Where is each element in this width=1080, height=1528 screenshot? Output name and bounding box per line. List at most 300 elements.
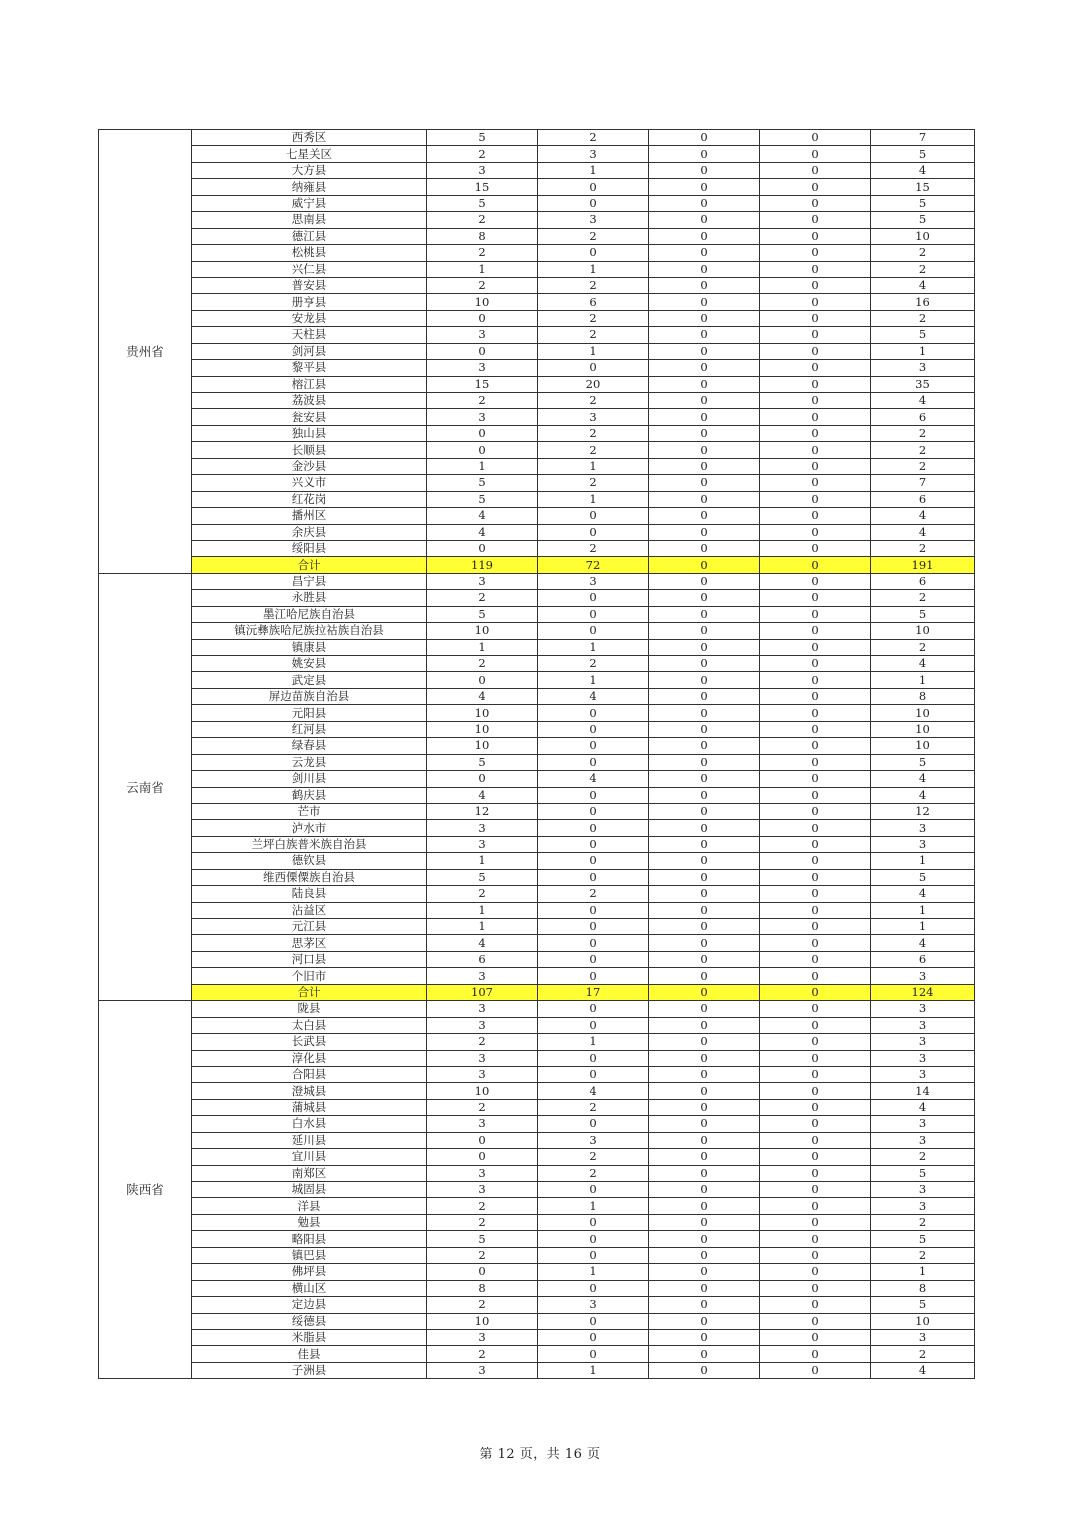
- total-label-cell: 合计: [192, 557, 427, 573]
- table-row: [99, 228, 975, 244]
- value-cell: 2: [427, 1297, 538, 1313]
- value-cell: 3: [427, 1165, 538, 1181]
- county-cell: 德钦县: [192, 853, 427, 869]
- value-cell: 7: [871, 475, 975, 491]
- county-cell: 定边县: [192, 1297, 427, 1313]
- table-row: [99, 261, 975, 277]
- value-cell: 0: [649, 919, 760, 935]
- county-cell: 镇巴县: [192, 1247, 427, 1263]
- value-cell: 7: [871, 130, 975, 146]
- county-cell: 佳县: [192, 1346, 427, 1362]
- value-cell: 0: [760, 1034, 871, 1050]
- value-cell: 0: [427, 672, 538, 688]
- value-cell: 4: [427, 787, 538, 803]
- value-cell: 0: [649, 1149, 760, 1165]
- table-row: [99, 294, 975, 310]
- value-cell: 0: [649, 738, 760, 754]
- county-cell: 金沙县: [192, 458, 427, 474]
- value-cell: 2: [871, 540, 975, 556]
- value-cell: 0: [760, 1329, 871, 1345]
- value-cell: 0: [538, 754, 649, 770]
- value-cell: 2: [538, 886, 649, 902]
- table-row: [99, 1198, 975, 1214]
- county-cell: 绿春县: [192, 738, 427, 754]
- value-cell: 0: [760, 820, 871, 836]
- value-cell: 4: [871, 1099, 975, 1115]
- table-row: [99, 245, 975, 261]
- value-cell: 0: [760, 179, 871, 195]
- county-cell: 武定县: [192, 672, 427, 688]
- value-cell: 0: [760, 1313, 871, 1329]
- value-cell: 0: [760, 228, 871, 244]
- table-row: [99, 951, 975, 967]
- value-cell: 0: [649, 1034, 760, 1050]
- value-cell: 0: [649, 573, 760, 589]
- value-cell: 2: [871, 639, 975, 655]
- county-cell: 米脂县: [192, 1329, 427, 1345]
- value-cell: 0: [760, 590, 871, 606]
- value-cell: 0: [760, 1231, 871, 1247]
- county-cell: 横山区: [192, 1280, 427, 1296]
- value-cell: 2: [427, 590, 538, 606]
- county-cell: 七星关区: [192, 146, 427, 162]
- value-cell: 0: [538, 623, 649, 639]
- value-cell: 0: [760, 1116, 871, 1132]
- value-cell: 3: [427, 1116, 538, 1132]
- value-cell: 0: [760, 1346, 871, 1362]
- value-cell: 5: [871, 212, 975, 228]
- value-cell: 2: [538, 277, 649, 293]
- value-cell: 0: [538, 1116, 649, 1132]
- county-cell: 太白县: [192, 1017, 427, 1033]
- value-cell: 3: [871, 360, 975, 376]
- table-row: [99, 146, 975, 162]
- value-cell: 3: [427, 327, 538, 343]
- county-cell: 播州区: [192, 508, 427, 524]
- value-cell: 0: [760, 1083, 871, 1099]
- value-cell: 0: [760, 886, 871, 902]
- value-cell: 3: [427, 1066, 538, 1082]
- value-cell: 6: [871, 951, 975, 967]
- value-cell: 2: [427, 1198, 538, 1214]
- table-row: [99, 162, 975, 178]
- county-cell: 勉县: [192, 1214, 427, 1230]
- value-cell: 8: [427, 1280, 538, 1296]
- value-cell: 2: [538, 1149, 649, 1165]
- value-cell: 0: [538, 902, 649, 918]
- value-cell: 0: [760, 409, 871, 425]
- value-cell: 0: [427, 771, 538, 787]
- county-cell: 长武县: [192, 1034, 427, 1050]
- value-cell: 0: [649, 1214, 760, 1230]
- value-cell: 10: [427, 721, 538, 737]
- county-cell: 昌宁县: [192, 573, 427, 589]
- value-cell: 3: [427, 1050, 538, 1066]
- value-cell: 3: [538, 1297, 649, 1313]
- table-row: [99, 738, 975, 754]
- value-cell: 0: [649, 425, 760, 441]
- value-cell: 5: [427, 606, 538, 622]
- value-cell: 2: [427, 146, 538, 162]
- value-cell: 3: [427, 360, 538, 376]
- value-cell: 0: [538, 606, 649, 622]
- table-row: [99, 475, 975, 491]
- table-row: [99, 886, 975, 902]
- value-cell: 0: [649, 836, 760, 852]
- county-cell: 鹤庆县: [192, 787, 427, 803]
- value-cell: 12: [871, 803, 975, 819]
- value-cell: 3: [427, 820, 538, 836]
- value-cell: 10: [871, 228, 975, 244]
- value-cell: 0: [538, 803, 649, 819]
- value-cell: 0: [760, 475, 871, 491]
- table-row: [99, 1083, 975, 1099]
- value-cell: 4: [871, 935, 975, 951]
- value-cell: 2: [427, 245, 538, 261]
- table-row: [99, 606, 975, 622]
- value-cell: 0: [649, 458, 760, 474]
- value-cell: 0: [649, 491, 760, 507]
- value-cell: 0: [649, 803, 760, 819]
- value-cell: 0: [760, 738, 871, 754]
- value-cell: 0: [649, 1198, 760, 1214]
- province-cell: 云南省: [99, 573, 192, 1000]
- table-row: [99, 623, 975, 639]
- county-cell: 兰坪白族普米族自治县: [192, 836, 427, 852]
- total-row: [99, 984, 975, 1000]
- value-cell: 5: [427, 869, 538, 885]
- value-cell: 10: [427, 738, 538, 754]
- county-cell: 绥德县: [192, 1313, 427, 1329]
- county-cell: 镇沅彝族哈尼族拉祜族自治县: [192, 623, 427, 639]
- value-cell: 10: [871, 738, 975, 754]
- value-cell: 1: [871, 343, 975, 359]
- table-row: [99, 1313, 975, 1329]
- value-cell: 0: [760, 705, 871, 721]
- value-cell: 0: [649, 820, 760, 836]
- value-cell: 0: [538, 1313, 649, 1329]
- value-cell: 0: [649, 1066, 760, 1082]
- table-row: [99, 508, 975, 524]
- value-cell: 6: [538, 294, 649, 310]
- value-cell: 191: [871, 557, 975, 573]
- county-cell: 瓮安县: [192, 409, 427, 425]
- province-cell: 贵州省: [99, 130, 192, 574]
- value-cell: 2: [427, 1346, 538, 1362]
- value-cell: 0: [649, 442, 760, 458]
- value-cell: 0: [649, 672, 760, 688]
- value-cell: 0: [649, 951, 760, 967]
- value-cell: 0: [649, 1329, 760, 1345]
- county-cell: 延川县: [192, 1132, 427, 1148]
- county-cell: 云龙县: [192, 754, 427, 770]
- value-cell: 0: [760, 1066, 871, 1082]
- value-cell: 0: [649, 146, 760, 162]
- value-cell: 0: [538, 590, 649, 606]
- value-cell: 2: [538, 540, 649, 556]
- value-cell: 4: [871, 162, 975, 178]
- value-cell: 0: [760, 721, 871, 737]
- value-cell: 1: [538, 343, 649, 359]
- table-row: [99, 590, 975, 606]
- value-cell: 3: [538, 573, 649, 589]
- value-cell: 119: [427, 557, 538, 573]
- county-cell: 个旧市: [192, 968, 427, 984]
- value-cell: 3: [427, 573, 538, 589]
- value-cell: 0: [649, 277, 760, 293]
- value-cell: 0: [649, 1231, 760, 1247]
- value-cell: 0: [649, 1297, 760, 1313]
- value-cell: 0: [649, 606, 760, 622]
- value-cell: 0: [538, 1050, 649, 1066]
- value-cell: 0: [760, 557, 871, 573]
- value-cell: 0: [649, 360, 760, 376]
- value-cell: 3: [871, 1050, 975, 1066]
- value-cell: 0: [427, 1149, 538, 1165]
- value-cell: 0: [760, 771, 871, 787]
- table-row: [99, 442, 975, 458]
- value-cell: 0: [760, 902, 871, 918]
- value-cell: 0: [760, 606, 871, 622]
- value-cell: 0: [649, 1050, 760, 1066]
- county-cell: 独山县: [192, 425, 427, 441]
- value-cell: 0: [649, 869, 760, 885]
- table-row: [99, 524, 975, 540]
- value-cell: 0: [649, 688, 760, 704]
- county-cell: 芒市: [192, 803, 427, 819]
- value-cell: 0: [649, 853, 760, 869]
- county-cell: 元江县: [192, 919, 427, 935]
- value-cell: 3: [871, 1198, 975, 1214]
- value-cell: 2: [427, 212, 538, 228]
- value-cell: 3: [871, 1182, 975, 1198]
- table-row: [99, 869, 975, 885]
- value-cell: 0: [760, 984, 871, 1000]
- county-cell: 黎平县: [192, 360, 427, 376]
- county-cell: 长顺县: [192, 442, 427, 458]
- table-row: [99, 1362, 975, 1378]
- table-row: [99, 820, 975, 836]
- county-cell: 合阳县: [192, 1066, 427, 1082]
- value-cell: 2: [871, 1149, 975, 1165]
- value-cell: 0: [538, 1001, 649, 1017]
- county-cell: 南郑区: [192, 1165, 427, 1181]
- value-cell: 5: [427, 130, 538, 146]
- value-cell: 3: [427, 409, 538, 425]
- value-cell: 0: [760, 146, 871, 162]
- value-cell: 0: [649, 524, 760, 540]
- value-cell: 6: [871, 409, 975, 425]
- value-cell: 0: [538, 1182, 649, 1198]
- county-cell: 普安县: [192, 277, 427, 293]
- value-cell: 1: [538, 1264, 649, 1280]
- table-row: [99, 754, 975, 770]
- value-cell: 0: [760, 1264, 871, 1280]
- value-cell: 0: [649, 1001, 760, 1017]
- value-cell: 0: [649, 195, 760, 211]
- value-cell: 0: [760, 623, 871, 639]
- value-cell: 1: [427, 261, 538, 277]
- value-cell: 3: [427, 1329, 538, 1345]
- table-row: [99, 1182, 975, 1198]
- value-cell: 0: [760, 524, 871, 540]
- value-cell: 14: [871, 1083, 975, 1099]
- value-cell: 3: [871, 820, 975, 836]
- value-cell: 5: [871, 1165, 975, 1181]
- county-cell: 威宁县: [192, 195, 427, 211]
- county-cell: 陇县: [192, 1001, 427, 1017]
- value-cell: 2: [538, 130, 649, 146]
- value-cell: 0: [649, 261, 760, 277]
- value-cell: 2: [538, 1165, 649, 1181]
- value-cell: 0: [760, 442, 871, 458]
- value-cell: 0: [649, 754, 760, 770]
- county-cell: 思南县: [192, 212, 427, 228]
- county-cell: 红河县: [192, 721, 427, 737]
- value-cell: 2: [427, 1247, 538, 1263]
- value-cell: 0: [649, 1132, 760, 1148]
- value-cell: 0: [649, 721, 760, 737]
- value-cell: 0: [538, 721, 649, 737]
- value-cell: 3: [871, 1001, 975, 1017]
- table-row: [99, 277, 975, 293]
- county-cell: 西秀区: [192, 130, 427, 146]
- value-cell: 0: [760, 803, 871, 819]
- county-cell: 绥阳县: [192, 540, 427, 556]
- value-cell: 35: [871, 376, 975, 392]
- value-cell: 0: [760, 951, 871, 967]
- county-cell: 洋县: [192, 1198, 427, 1214]
- table-row: [99, 1050, 975, 1066]
- value-cell: 0: [649, 771, 760, 787]
- value-cell: 0: [649, 162, 760, 178]
- value-cell: 0: [760, 935, 871, 951]
- value-cell: 0: [760, 1297, 871, 1313]
- table-row: [99, 672, 975, 688]
- value-cell: 0: [760, 1050, 871, 1066]
- value-cell: 5: [871, 1231, 975, 1247]
- value-cell: 0: [649, 623, 760, 639]
- value-cell: 10: [427, 294, 538, 310]
- value-cell: 1: [538, 1034, 649, 1050]
- value-cell: 2: [427, 886, 538, 902]
- table-row: [99, 1346, 975, 1362]
- value-cell: 0: [760, 393, 871, 409]
- value-cell: 1: [538, 491, 649, 507]
- value-cell: 0: [427, 310, 538, 326]
- value-cell: 3: [427, 836, 538, 852]
- value-cell: 0: [760, 1280, 871, 1296]
- value-cell: 0: [649, 968, 760, 984]
- value-cell: 15: [427, 376, 538, 392]
- value-cell: 3: [538, 146, 649, 162]
- value-cell: 0: [760, 1362, 871, 1378]
- value-cell: 5: [871, 327, 975, 343]
- value-cell: 0: [649, 393, 760, 409]
- county-cell: 安龙县: [192, 310, 427, 326]
- value-cell: 4: [871, 656, 975, 672]
- value-cell: 2: [538, 425, 649, 441]
- value-cell: 2: [871, 1214, 975, 1230]
- value-cell: 0: [538, 738, 649, 754]
- value-cell: 5: [427, 195, 538, 211]
- value-cell: 0: [760, 968, 871, 984]
- value-cell: 0: [538, 1280, 649, 1296]
- county-cell: 河口县: [192, 951, 427, 967]
- value-cell: 0: [538, 935, 649, 951]
- value-cell: 5: [871, 754, 975, 770]
- value-cell: 0: [538, 951, 649, 967]
- table-row: [99, 130, 975, 146]
- value-cell: 0: [649, 1116, 760, 1132]
- value-cell: 1: [538, 261, 649, 277]
- table-row: [99, 1001, 975, 1017]
- county-cell: 榕江县: [192, 376, 427, 392]
- table-row: [99, 1231, 975, 1247]
- value-cell: 0: [538, 508, 649, 524]
- table-row: [99, 1165, 975, 1181]
- value-cell: 0: [760, 162, 871, 178]
- value-cell: 0: [538, 787, 649, 803]
- value-cell: 0: [649, 590, 760, 606]
- value-cell: 4: [427, 935, 538, 951]
- value-cell: 0: [649, 1165, 760, 1181]
- table-row: [99, 343, 975, 359]
- value-cell: 4: [871, 393, 975, 409]
- value-cell: 2: [871, 1247, 975, 1263]
- value-cell: 2: [538, 228, 649, 244]
- county-cell: 余庆县: [192, 524, 427, 540]
- value-cell: 72: [538, 557, 649, 573]
- value-cell: 0: [649, 212, 760, 228]
- value-cell: 4: [427, 508, 538, 524]
- table-row: [99, 1247, 975, 1263]
- value-cell: 16: [871, 294, 975, 310]
- county-cell: 城固县: [192, 1182, 427, 1198]
- value-cell: 2: [871, 1346, 975, 1362]
- value-cell: 4: [538, 771, 649, 787]
- value-cell: 0: [760, 540, 871, 556]
- county-cell: 纳雍县: [192, 179, 427, 195]
- value-cell: 2: [538, 327, 649, 343]
- value-cell: 6: [427, 951, 538, 967]
- value-cell: 10: [427, 623, 538, 639]
- value-cell: 10: [871, 1313, 975, 1329]
- value-cell: 2: [427, 393, 538, 409]
- value-cell: 0: [538, 820, 649, 836]
- table-row: [99, 968, 975, 984]
- value-cell: 0: [760, 672, 871, 688]
- value-cell: 0: [427, 540, 538, 556]
- value-cell: 1: [871, 1264, 975, 1280]
- value-cell: 10: [871, 705, 975, 721]
- value-cell: 1: [427, 639, 538, 655]
- value-cell: 4: [538, 688, 649, 704]
- value-cell: 4: [871, 771, 975, 787]
- value-cell: 0: [538, 968, 649, 984]
- table-row: [99, 721, 975, 737]
- value-cell: 4: [871, 886, 975, 902]
- county-cell: 沾益区: [192, 902, 427, 918]
- value-cell: 4: [871, 524, 975, 540]
- value-cell: 0: [427, 343, 538, 359]
- value-cell: 0: [538, 195, 649, 211]
- county-cell: 德江县: [192, 228, 427, 244]
- value-cell: 2: [871, 442, 975, 458]
- value-cell: 0: [649, 1346, 760, 1362]
- county-cell: 白水县: [192, 1116, 427, 1132]
- data-table: [98, 129, 975, 1379]
